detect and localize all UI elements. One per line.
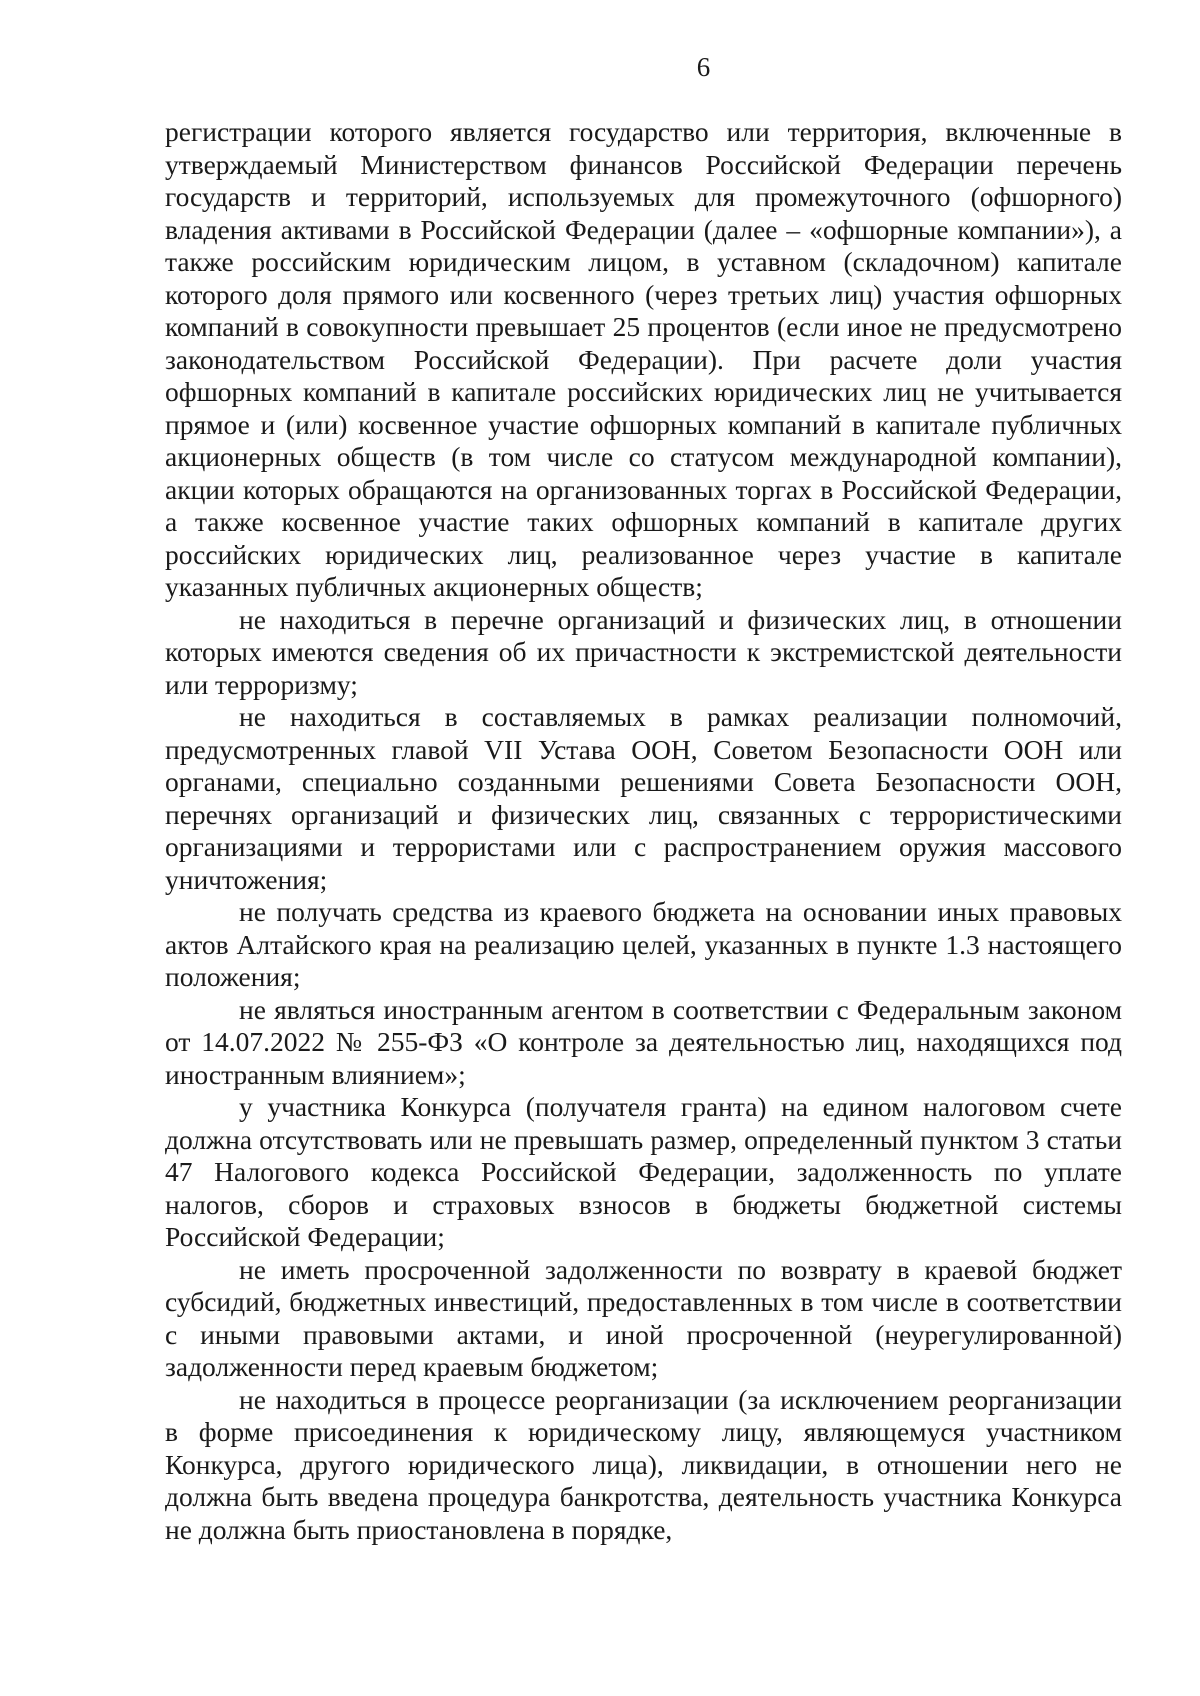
- paragraph-un-sanctions-list: не находиться в составляемых в рамках реализации полномочий, предусмотренных главой VII Устава ООН, Советом Безопасности ООН или органами, специально созданными решениями Совета Безопасности ООН, перечнях организаций и физических лиц, связанных с террористическими организациями и террористами или с распространением оружия массового уничтожения;: [165, 701, 1122, 895]
- paragraph-foreign-agent: не являться иностранным агентом в соответствии с Федеральным законом от 14.07.2022 № 255-ФЗ «О контроле за деятельностью лиц, находящихся под иностранным влиянием»;: [165, 993, 1122, 1090]
- paragraph-overdue-debt: не иметь просроченной задолженности по возврату в краевой бюджет субсидий, бюджетных инвестиций, предоставленных в том числе в соответствии с иными правовыми актами, и иной просроченной (неурегулированной) задолженности перед краевым бюджетом;: [165, 1253, 1122, 1382]
- paragraph-offshore-continuation: регистрации которого является государство или территория, включенные в утверждаемый Министерством финансов Российской Федерации перечень государств и территорий, используемых для промежуточного (офшорного) владения активами в Российской Федерации (далее – «офшорные компании»), а также российским юридическим лицом, в уставном (складочном) капитале которого доля прямого или косвенного (через третьих лиц) участия офшорных компаний в совокупности превышает 25 процентов (если иное не предусмотрено законодательством Российской Федерации). При расчете доли участия офшорных компаний в капитале российских юридических лиц не учитывается прямое и (или) косвенное участие офшорных компаний в капитале публичных акционерных обществ (в том числе со статусом международной компании), акции которых обращаются на организованных торгах в Российской Федерации, а также косвенное участие таких офшорных компаний в капитале других российских юридических лиц, реализованное через участие в капитале указанных публичных акционерных обществ;: [165, 116, 1122, 602]
- paragraph-regional-budget-funds: не получать средства из краевого бюджета на основании иных правовых актов Алтайского края на реализацию целей, указанных в пункте 1.3 настоящего положения;: [165, 896, 1122, 992]
- page-number: 6: [696, 52, 711, 82]
- paragraph-extremism-list: не находиться в перечне организаций и физических лиц, в отношении которых имеются сведения об их причастности к экстремистской деятельности или терроризму;: [165, 603, 1122, 700]
- paragraph-reorganization: не находиться в процессе реорганизации (за исключением реорганизации в форме присоединения к юридическому лицу, являющемуся участником Конкурса, другого юридического лица), ликвидации, в отношении него не должна быть введена процедура банкротства, деятельность участника Конкурса не должна быть приостановлена в порядке,: [165, 1383, 1122, 1545]
- paragraph-tax-debt: у участника Конкурса (получателя гранта) на едином налоговом счете должна отсутствовать или не превышать размер, определенный пунктом 3 статьи 47 Налогового кодекса Российской Федерации, задолженность по уплате налогов, сборов и страховых взносов в бюджеты бюджетной системы Российской Федерации;: [165, 1091, 1122, 1252]
